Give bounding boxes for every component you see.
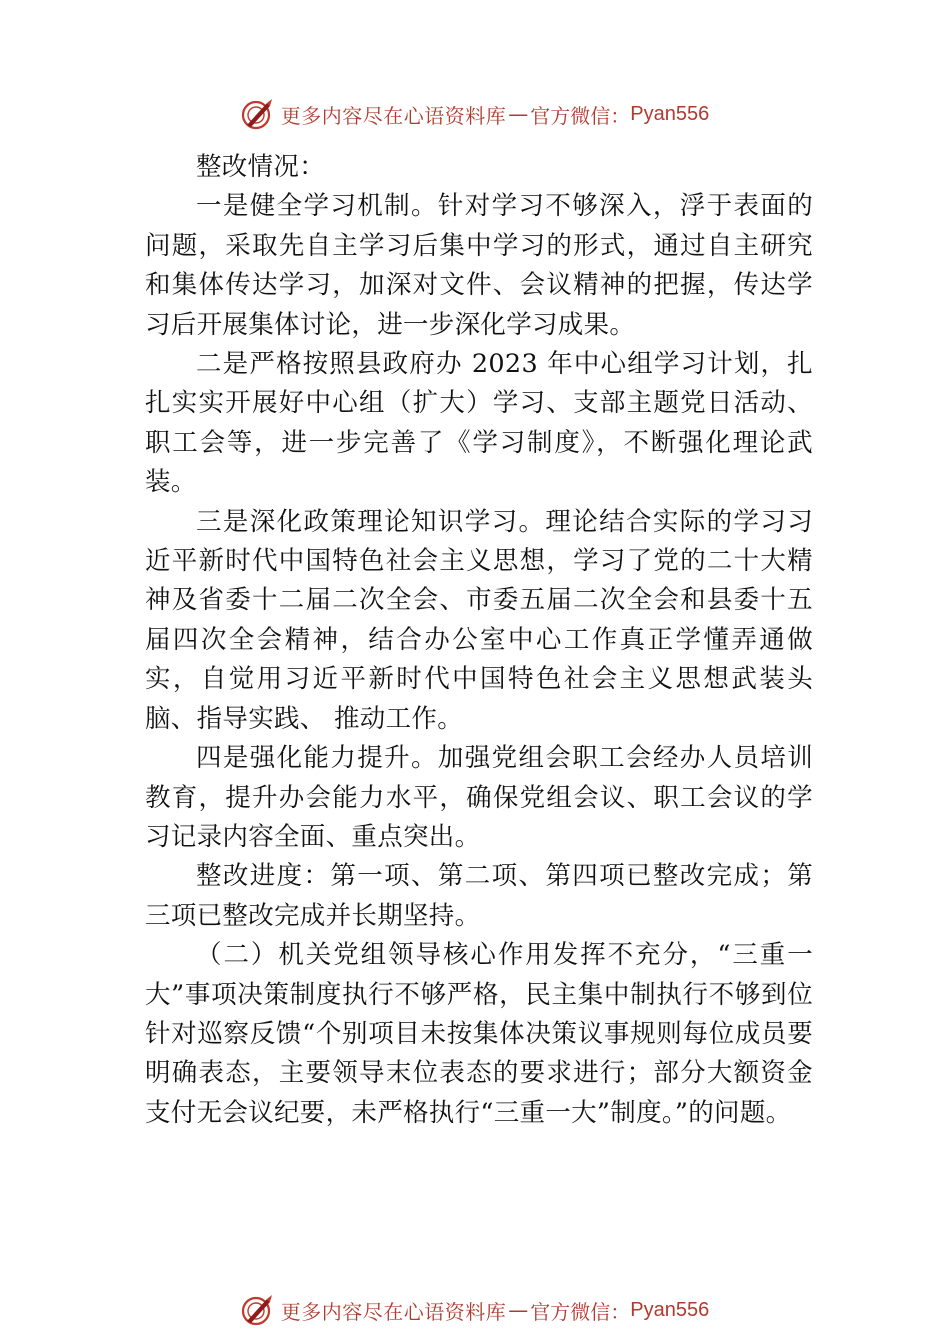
footer-separator: — xyxy=(508,1298,529,1322)
footer-wechat-label: 官方微信： xyxy=(530,1299,631,1324)
paragraph-progress: 整改进度：第一项、第二项、第四项已整改完成；第三项已整改完成并长期坚持。 xyxy=(145,861,813,931)
header-separator: — xyxy=(508,102,529,126)
header-banner xyxy=(0,94,950,134)
quill-logo-icon xyxy=(241,1293,275,1327)
paragraph-item-two: 二是严格按照县政府办 2023 年中心组学习计划，扎扎实实开展好中心组（扩大）学习、支部主题党日活动、职工会等，进一步完善了《学习制度》，不断强化理论武装。 xyxy=(145,349,813,498)
paragraph-item-four: 四是强化能力提升。加强党组会职工会经办人员培训教育，提升办会能力水平，确保党组会议、职工会议的学习记录内容全面、重点突出。 xyxy=(145,743,813,852)
header-banner-text: 更多内容尽在心语资料库 xyxy=(280,103,507,128)
quill-logo-icon xyxy=(241,97,275,131)
header-wechat-id: Pyan556 xyxy=(630,102,710,125)
footer-banner xyxy=(0,1290,950,1330)
paragraph-rectification-status: 整改情况： xyxy=(196,152,326,182)
header-wechat-label: 官方微信： xyxy=(530,103,631,128)
document-body xyxy=(145,148,813,1133)
paragraph-item-one: 一是健全学习机制。针对学习不够深入，浮于表面的问题，采取先自主学习后集中学习的形式，通过自主研究和集体传达学习，加深对文件、会议精神的把握，传达学习后开展集体讨论，进一步深化学习成果。 xyxy=(145,191,813,340)
footer-banner-text: 更多内容尽在心语资料库 xyxy=(280,1299,507,1324)
paragraph-section-two: （二）机关党组领导核心作用发挥不充分，“三重一大”事项决策制度执行不够严格，民主集中制执行不够到位针对巡察反馈“个别项目未按集体决策议事规则每位成员要明确表态，主要领导末位表态的要求进行；部分大额资金支付无会议纪要，未严格执行“三重一大”制度。”的问题。 xyxy=(145,940,813,1128)
paragraph-item-three: 三是深化政策理论知识学习。理论结合实际的学习习近平新时代中国特色社会主义思想，学习了党的二十大精神及省委十二届二次全会、市委五届二次全会和县委十五届四次全会精神，结合办公室中心工作真正学懂弄通做实，自觉用习近平新时代中国特色社会主义思想武装头脑、指导实践、 推动工作。 xyxy=(145,506,813,734)
footer-wechat-id: Pyan556 xyxy=(630,1298,710,1321)
